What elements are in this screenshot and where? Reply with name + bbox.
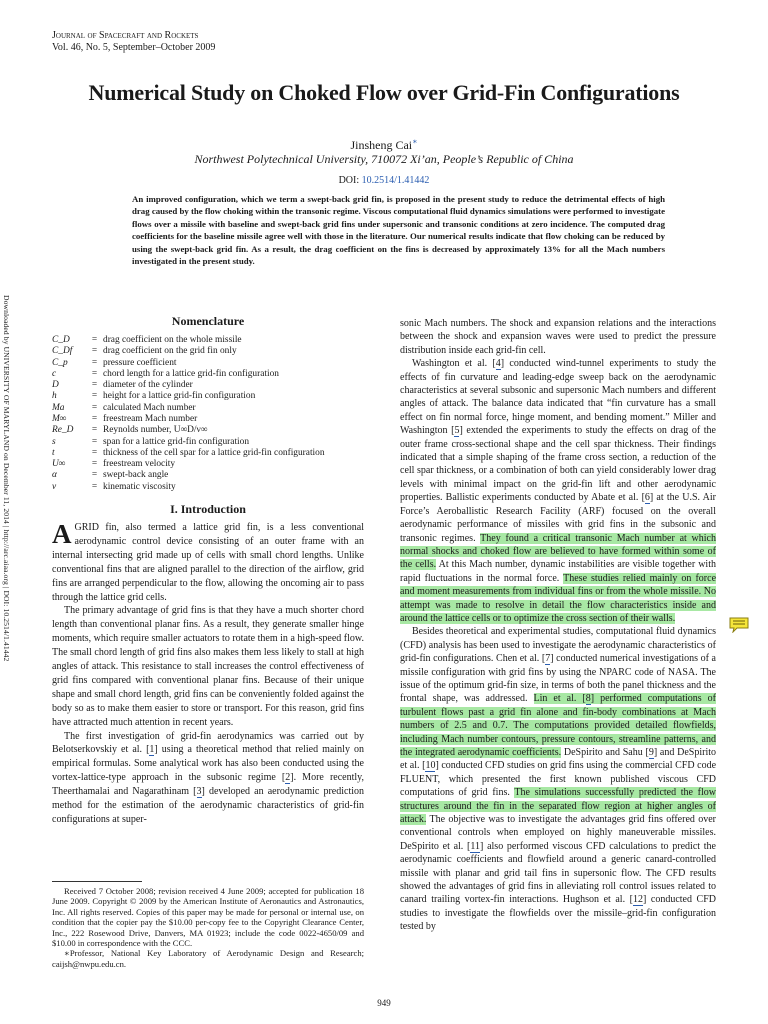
nomenclature-definition: thickness of the cell spar for a lattice grid-fin configuration <box>103 447 325 458</box>
volume-line: Vol. 46, No. 5, September–October 2009 <box>52 42 216 53</box>
nomenclature-symbol: ν <box>52 481 57 492</box>
highlight-annotation[interactable]: These studies relied mainly on force and moment measurements from individual fins or from the whole missile. No attempt was made to resolve in detail the flow characteristics inside and around the lattice cells or to optimize the cross section of their walls. <box>400 572 717 624</box>
highlight-annotation[interactable]: The simulations successfully predicted the flow structures around the fin in the separated flow region at higher angles of attack. <box>400 787 716 826</box>
doi-line <box>0 175 768 186</box>
right-column <box>400 317 716 934</box>
citation-link-3[interactable]: 3 <box>196 786 202 798</box>
nomenclature-row <box>52 425 364 436</box>
text-span: ] also performed viscous CFD calculations to predict the aerodynamic coefficients and flowfield around a generic canard-controlled missile with planar and grid tail fins in supersonic flow. The CFD results showed the advantages of grid fins in alleviating roll control issues related to canard trailing vortex-fin interactions. Hughson et al. [ <box>400 840 716 906</box>
nomenclature-equals: = <box>91 470 98 481</box>
nomenclature-definition: freestream velocity <box>103 459 176 470</box>
nomenclature-equals: = <box>91 436 98 447</box>
nomenclature-equals: = <box>91 391 98 402</box>
nomenclature-definition: chord length for a lattice grid-fin configuration <box>103 368 279 379</box>
text-span: ] using a theoretical method that relied mainly on empirical formulas. Some analytical work has also been conducted using the vortex-lattice-type approach in the subsonic regime [ <box>52 744 364 784</box>
nomenclature-symbol: M∞ <box>52 413 67 424</box>
text-span: Washington et al. [ <box>412 358 496 370</box>
nomenclature-row <box>52 448 364 459</box>
download-notice: Downloaded by UNIVERSITY OF MARYLAND on December 11, 2014 | http://arc.aiaa.org | DOI: 10.2514/1.41442 <box>2 295 11 662</box>
nomenclature-equals: = <box>91 425 98 436</box>
nomenclature-symbol: h <box>52 391 57 402</box>
nomenclature-definition: pressure coefficient <box>103 357 177 368</box>
body-paragraph-cfd <box>400 625 716 933</box>
citation-link-12[interactable]: 12 <box>632 894 643 906</box>
nomenclature-equals: = <box>91 402 98 413</box>
nomenclature-row <box>52 391 364 402</box>
nomenclature-symbol: C_Df <box>52 346 73 357</box>
nomenclature-symbol: Re_D <box>52 425 74 436</box>
doi-link[interactable]: 10.2514/1.41442 <box>361 175 430 186</box>
footnote-professor: ∗Professor, National Key Laboratory of Aerodynamic Design and Research; caijsh@nwpu.edu.cn. <box>52 948 364 969</box>
citation-link-11[interactable]: 11 <box>470 840 481 852</box>
citation-link-9[interactable]: 9 <box>648 747 654 758</box>
intro-paragraph-3 <box>52 730 364 827</box>
nomenclature-row <box>52 459 364 470</box>
paper-title: Numerical Study on Choked Flow over Grid-Fin Configurations <box>88 80 680 105</box>
text-span: ]. More recently, Theerthamalai and Nagarathinam [ <box>52 772 364 798</box>
nomenclature-equals: = <box>91 447 98 458</box>
nomenclature-definition: kinematic viscosity <box>103 481 176 492</box>
nomenclature-row <box>52 482 364 493</box>
text-span: DeSpirito and Sahu [ <box>561 747 649 758</box>
author-line <box>0 137 768 153</box>
journal-header <box>52 30 215 54</box>
author-footnote-link[interactable]: ∗ <box>412 137 418 146</box>
abstract: An improved configuration, which we term a swept-back grid fin, is proposed in the present study to reduce the detrimental effects of high drag caused by the flow choking within the transonic regime. Viscous computational fluid dynamics simulations were performed to investigate flows over a missile with baseline and swept-back grid fins under supersonic and transonic conditions at zero incidence. The computed drag coefficients for the baseline missile agree well with those in the literature. Our numerical results indicate that flow choking can be reduced by using the swept-back grid fin. As a result, the drag coefficient on the fins is decreased by approximately 13% for all the Mach numbers investigated in the present study. <box>132 194 665 267</box>
citation-link-7[interactable]: 7 <box>545 653 551 665</box>
text-span: ] at the U.S. Air Force’s Aeroballistic Research Facility (ARF) focused on the overall aerodynamic performance of missiles with grid fins in the subsonic and transonic regimes. <box>400 492 716 544</box>
footnote-divider <box>52 881 142 882</box>
nomenclature-row <box>52 470 364 481</box>
nomenclature-definition: swept-back angle <box>103 470 169 481</box>
nomenclature-equals: = <box>91 368 98 379</box>
nomenclature-definition: height for a lattice grid-fin configuration <box>103 391 256 402</box>
section-heading-introduction: I. Introduction <box>170 502 246 517</box>
text-span: Besides theoretical and experimental studies, computational fluid dynamics (CFD) analysis has been used to investigate the aerodynamic characteristics of grid-fin configurations. Chen et al. [ <box>400 626 716 665</box>
nomenclature-symbol: α <box>52 470 57 481</box>
nomenclature-equals: = <box>91 380 98 391</box>
doi-label: DOI: <box>338 175 360 186</box>
nomenclature-symbol: c <box>52 368 57 379</box>
nomenclature-symbol: Ma <box>52 402 65 413</box>
text-span: ] performed computations of turbulent flows past a grid fin alone and fin-body combinations at Mach numbers of 2.5 and 0.7. The computations provided detailed flowfields, including Mach number contours, pressure contours, streamline patterns, and the integrated aerodynamic coefficients. <box>400 693 717 758</box>
nomenclature-row <box>52 346 364 357</box>
nomenclature-equals: = <box>91 413 98 424</box>
nomenclature-definition: diameter of the cylinder <box>103 380 193 391</box>
text-span: At this Mach number, dynamic instabilities are visible together with rapid fluctuations in the normal force. <box>400 559 716 584</box>
citation-link-4[interactable]: 4 <box>495 358 501 370</box>
text-span: ] and DeSpirito et al. [ <box>400 747 716 772</box>
text-span: ] developed an aerodynamic prediction method for the estimation of the aerodynamic characteristics of grid-fin configurations at super- <box>52 786 365 825</box>
comment-note-icon[interactable] <box>729 617 749 633</box>
citation-link-2[interactable]: 2 <box>285 772 291 784</box>
left-column <box>52 315 364 827</box>
text-span: ] conducted CFD studies to investigate the flowfields over the missile–grid-fin configuration tested by <box>400 894 716 933</box>
citation-link-8[interactable]: 8 <box>585 693 591 705</box>
citation-link-10[interactable]: 10 <box>425 760 436 772</box>
nomenclature-definition: drag coefficient on the whole missile <box>103 334 242 345</box>
journal-name: Journal of Spacecraft and Rockets <box>52 30 199 41</box>
text-span: The first investigation of grid-fin aerodynamics was carried out by Belotserkovskiy et al. [ <box>52 730 364 756</box>
nomenclature-row <box>52 335 364 346</box>
nomenclature-symbol: C_p <box>52 357 68 368</box>
drop-cap: A <box>52 518 72 549</box>
highlight-annotation[interactable]: They found a critical transonic Mach number at which normal shocks and choked flow are believed to have formed within some of the cells. <box>400 532 716 571</box>
page-number: 949 <box>377 998 391 1008</box>
nomenclature-list <box>52 335 364 493</box>
nomenclature-definition: freestream Mach number <box>103 413 198 424</box>
nomenclature-symbol: s <box>52 436 56 447</box>
nomenclature-row <box>52 380 364 391</box>
text-span: ] conducted numerical investigations of a missile configuration with grid fins by using the NPARC code of NASA. The issue of the optimum grid-fin size, in terms of both the panel thickness and the frontal shape, was addressed. <box>400 653 716 705</box>
nomenclature-symbol: D <box>52 380 59 391</box>
download-sidebar <box>0 295 14 675</box>
nomenclature-symbol: t <box>52 447 55 458</box>
nomenclature-equals: = <box>91 334 98 345</box>
nomenclature-row <box>52 437 364 448</box>
nomenclature-title: Nomenclature <box>171 314 245 328</box>
nomenclature-row <box>52 369 364 380</box>
author-name: Jinsheng Cai <box>350 138 413 152</box>
footnote-received: Received 7 October 2008; revision received 4 June 2009; accepted for publication 18 June 2009. Copyright © 2009 by the American Institute of Aeronautics and Astronautics, Inc. All rights reserved. Copies of this paper may be made for personal or internal use, on condition that the copier pay the $10.00 per-copy fee to the Copyright Clearance Center, Inc., 222 Rosewood Drive, Danvers, MA 01923; include the code 0022-4650/09 and $10.00 in correspondence with the CCC. <box>52 886 364 949</box>
nomenclature-row <box>52 403 364 414</box>
nomenclature-definition: calculated Mach number <box>103 402 196 413</box>
affiliation: Northwest Polytechnical University, 710072 Xi’an, People’s Republic of China <box>194 152 574 166</box>
intro-paragraph-1 <box>52 518 364 604</box>
intro-paragraph-2: The primary advantage of grid fins is that they have a much shorter chord length than conventional planar fins. As a result, they generate smaller hinge moments, which require smaller actuators to rotate them in a high-speed flow. The small chord length of grid fins also makes them less likely to stall at high angles of attack. This resistance to stall increases the control effectiveness of grid fins compared with conventional planar fins. Because of their unique shape and small chord length, grid fins can be conveniently folded against the body so as to make them easier to store or transport. For this reason, grid fins have attracted much attention in recent years. <box>52 605 364 728</box>
nomenclature-symbol: C_D <box>52 334 70 345</box>
nomenclature-equals: = <box>91 357 98 368</box>
body-paragraph-washington <box>400 357 716 625</box>
text-span: ] conducted wind-tunnel experiments to study the effects of fin curvature and leading-edge sweep back on the aerodynamic characteristics at several subsonic and supersonic Mach numbers and different angles of attack. The balance data indicated that “fin curvature has a small effect on fin normal force, hinge moment, and bending moment.” Miller and Washington [ <box>400 358 716 437</box>
nomenclature-equals: = <box>91 459 98 470</box>
nomenclature-symbol: U∞ <box>52 459 66 470</box>
citation-link-5[interactable]: 5 <box>454 425 460 437</box>
text-span: ] conducted CFD studies on grid fins using the commercial CFD code FLUENT, which presented the first known published viscous CFD computations of grid fins. <box>400 760 717 799</box>
text-span: Lin et al. [ <box>533 693 586 705</box>
citation-link-6[interactable]: 6 <box>644 492 650 504</box>
text-span: ] extended the experiments to study the effects on drag of the outer frame cross-sectional shape and the cell spar thickness. Their findings indicated that a simple shaping of the frame cross section, a reduction of the cell spar thickness, or a combination of both can yield considerably lower drag levels with minimal impact on the grid-fin lift and other aerodynamic properties. Ballistic experiments conducted by Abate et al. [ <box>400 425 716 504</box>
nomenclature-row <box>52 414 364 425</box>
intro-p1-text: GRID fin, also termed a lattice grid fin, is a less conventional aerodynamic control device consisting of an outer frame with an internal intersecting grid made up of cells with small chord lengths. Unlike conventional fins that are aligned parallel to the direction of the airflow, grid fins are arranged perpendicular to the flow, allowing the oncoming air to pass through the lattice grid cells. <box>52 521 364 603</box>
nomenclature-row <box>52 358 364 369</box>
continued-paragraph: sonic Mach numbers. The shock and expansion relations and the interactions between the shock and expansion waves were used to predict the pressure distribution inside each grid-fin cell. <box>400 318 716 356</box>
nomenclature-definition: span for a lattice grid-fin configuration <box>103 436 250 447</box>
footnotes <box>52 886 364 969</box>
nomenclature-equals: = <box>91 481 98 492</box>
citation-link-1[interactable]: 1 <box>149 744 155 756</box>
text-span: The objective was to investigate the advantages grid fins offered over conventional controls when employed on highly maneuverable missiles. DeSpirito et al. [ <box>400 814 716 852</box>
nomenclature-definition: drag coefficient on the grid fin only <box>103 346 237 357</box>
nomenclature-definition: Reynolds number, U∞D/ν∞ <box>103 425 208 436</box>
nomenclature-equals: = <box>91 346 98 357</box>
